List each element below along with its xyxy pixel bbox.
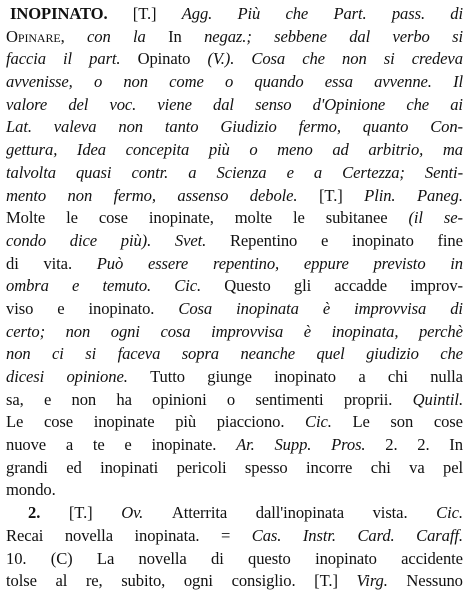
word: viene [157,94,192,114]
word: Tutto [150,367,185,386]
word: si [452,26,463,46]
word: cosa [160,321,191,341]
word: temuto. [102,276,152,296]
word: inopinata [236,298,299,318]
word: Cas. [251,525,282,545]
word: incorre [306,457,353,477]
word: Idea [76,140,106,160]
text-line [6,139,463,162]
word: Card. [357,525,395,545]
word: Ov. [121,503,144,523]
word: sentimenti [255,389,324,409]
word: Questo [224,276,271,296]
word: sebbene [274,26,327,46]
word: cose [43,412,74,432]
word: o [224,72,234,92]
word: avvenne. [374,72,432,92]
word: Giudizio [220,117,277,137]
word: perchè [418,321,463,341]
word: mondo. [6,480,56,500]
word: e [320,230,329,250]
word: La [96,548,115,568]
word: In [449,435,463,455]
word: come [169,72,204,92]
word: nulla [430,367,463,386]
word: Certezza; [342,162,405,182]
word: non [71,389,97,409]
word: essere [147,253,189,273]
word: sopra [181,344,220,364]
word: che [285,4,309,23]
word: part. [89,49,121,69]
word: condo [6,230,47,250]
word: Nessuno [406,571,463,591]
word: Quintil. [412,389,463,409]
word: che [406,94,430,114]
word: ad [332,140,349,160]
word: dice [69,230,98,250]
word: quasi [75,162,112,182]
word: che [440,344,463,364]
text-line [6,162,463,185]
word: con [87,26,111,46]
word: e [124,435,132,455]
word: assenso [177,185,229,205]
word: previsto [373,253,426,273]
word: Instr. [302,525,336,545]
text-line [6,94,463,117]
word: inopinate, [148,208,214,228]
word: Più [237,4,261,23]
text-line [6,479,463,502]
word: ombra [6,276,49,296]
word: più [175,412,197,432]
text-line [6,71,463,94]
word: spesso [244,457,288,477]
text-line [6,185,463,208]
word: Repentino [229,230,298,250]
text-line [6,275,463,298]
word: cose [98,208,128,228]
word: Part. [333,4,367,23]
text-line [6,366,463,389]
word: nuove [6,435,47,455]
word: cose [433,412,463,432]
word: Plin. [364,185,396,205]
headword: INOPINATO. [10,4,108,23]
word: improvvisa [354,298,427,318]
text-line [6,343,463,366]
word: vita. [43,253,72,273]
word: dall'inopinata [255,503,344,523]
word: neanche [240,344,296,364]
word: a [313,162,323,182]
word: che [302,49,325,69]
word: Le [352,412,370,432]
text-line [6,207,463,230]
word: Le [6,412,24,432]
word: va [409,457,425,477]
word: inopinato [274,367,336,386]
word: contr. [131,162,169,182]
word: a [188,162,197,182]
word: debole. [249,185,298,205]
word: opinioni [152,389,207,409]
word: talvolta [6,162,56,182]
word: quanto [362,117,409,137]
word: quel [316,344,345,364]
word: 10. [6,548,27,568]
word: o [93,72,103,92]
word: Paneg. [416,185,463,205]
word: più). [120,230,152,250]
word: di [211,548,224,568]
text-line [6,457,463,480]
text-line [6,48,463,71]
word: accadde [334,276,388,296]
word: grandi [6,457,48,477]
word: Scienza [216,162,267,182]
word: essa [324,72,353,92]
word: ogni [110,321,140,341]
word: Pros. [331,435,366,455]
word: 2. [385,435,398,455]
word: 2. [28,503,41,523]
word: arbitrio, [368,140,424,160]
word: improv- [410,276,463,296]
word: in [450,253,463,273]
word: Agg. [181,4,213,23]
word: non [6,344,31,364]
word: inopinate. [151,435,217,455]
word: più [208,140,230,160]
word: di [450,298,463,318]
word: Cic. [305,412,332,432]
word: valore [6,94,48,114]
word: subitanee [325,208,388,228]
word: Opinato [137,49,191,69]
text-line [6,253,463,276]
word: = [220,525,231,545]
word: Il [453,72,463,92]
word: (il [408,208,423,228]
word: [T.] [132,4,157,23]
word: pericoli [176,457,227,477]
word: inopinati [100,457,159,477]
word: giudizio [366,344,419,364]
word: e [43,389,52,409]
word: al [55,571,68,591]
word: quando [254,72,304,92]
word: Senti- [424,162,463,182]
word: gli [293,276,312,296]
word: fermo, [298,117,341,137]
word: mento [6,185,47,205]
word: piacciono. [216,412,285,432]
word: dal [349,26,371,46]
word: valeva [53,117,97,137]
word: pel [443,457,463,477]
word: re, [85,571,103,591]
word: son [390,412,414,432]
word: [T.] [314,571,338,591]
word: faccia [6,49,46,69]
word: ma [442,140,463,160]
word: o [249,140,258,160]
word: chi [370,457,391,477]
text-line [6,411,463,434]
word: Può [96,253,124,273]
word: non [65,321,91,341]
word: proprii. [343,389,393,409]
text-line [6,525,463,548]
word: Cosa [178,298,213,318]
word: è [303,321,312,341]
word: Caraff. [416,525,463,545]
word: del [68,94,89,114]
word: concepita [125,140,190,160]
word: e [72,276,80,296]
word: pass. [391,4,426,23]
word: [T.] [68,503,93,523]
word: faceva [117,344,161,364]
word: Lat. [6,117,32,137]
dictionary-entry [6,3,463,591]
word: verbo [392,26,430,46]
text-line [6,502,463,525]
word: [T.] [318,185,343,205]
word: Opinare, [6,26,65,46]
word: inopinate [93,412,155,432]
word: a [358,367,366,386]
word: negaz.; [204,26,252,46]
word: chi [387,367,408,386]
word: senso [255,94,292,114]
word: accidente [401,548,463,568]
word: voc. [109,94,137,114]
word: di [450,4,463,23]
word: e [57,298,65,318]
text-line [6,116,463,139]
word: Con- [430,117,463,137]
word: eppure [303,253,349,273]
word: le [292,208,305,228]
word: gettura, [6,140,58,160]
text-line [6,434,463,457]
word: fine [437,230,463,250]
word: tanto [164,117,199,137]
word: dicesi [6,367,45,386]
word: non [118,117,143,137]
word: meno [277,140,313,160]
word: non [123,72,148,92]
word: fermo, [113,185,156,205]
word: credeva [411,49,463,69]
word: Recai [6,525,44,545]
word: è [322,298,331,318]
word: Molte [6,208,46,228]
text-line [6,298,463,321]
word: d'Opinione [312,94,386,114]
word: vista. [372,503,408,523]
word: il [63,49,73,69]
word: a [65,435,74,455]
word: sa, [6,389,24,409]
word: 2. [417,435,430,455]
word: Virg. [356,571,388,591]
word: novella [138,548,187,568]
word: In [168,26,182,46]
word: giunge [207,367,252,386]
word: (C) [50,548,73,568]
word: le [66,208,78,228]
word: la [133,26,146,46]
word: e [286,162,294,182]
word: ci [52,344,64,364]
word: dal [213,94,234,114]
word: Ar. [236,435,255,455]
word: opinione. [66,367,128,386]
word: inopinata, [331,321,399,341]
text-line [6,230,463,253]
word: non [67,185,93,205]
word: di [6,253,19,273]
word: (V.). [207,49,235,69]
word: subito, [121,571,166,591]
word: Atterrita [171,503,228,523]
text-line [6,548,463,571]
word: molte [234,208,273,228]
word: ed [66,457,82,477]
word: non [342,49,367,69]
word: avvenisse, [6,72,73,92]
word: certo; [6,321,46,341]
text-line [6,3,463,26]
word: Cosa [251,49,286,69]
word: o [226,389,236,409]
word: se- [443,208,463,228]
word: improvvisa [211,321,284,341]
word: ha [116,389,132,409]
text-line [6,321,463,344]
word: si [383,49,395,69]
word: ogni [183,571,213,591]
text-line [6,26,463,49]
word: Svet. [174,230,207,250]
word: novella [64,525,113,545]
word: si [85,344,97,364]
word: inopinata. [134,525,200,545]
word: inopinato. [88,298,155,318]
word: questo [248,548,291,568]
text-line [6,570,463,593]
word: tolse [6,571,37,591]
word: inopinato [351,230,414,250]
text-line [6,389,463,412]
word: te [92,435,105,455]
word: repentino, [212,253,280,273]
word: Cic. [436,503,463,523]
word: Supp. [274,435,312,455]
word: consiglio. [231,571,296,591]
word: Cic. [174,276,202,296]
word: inopinato [315,548,377,568]
word: viso [6,298,34,318]
word: ai [450,94,463,114]
